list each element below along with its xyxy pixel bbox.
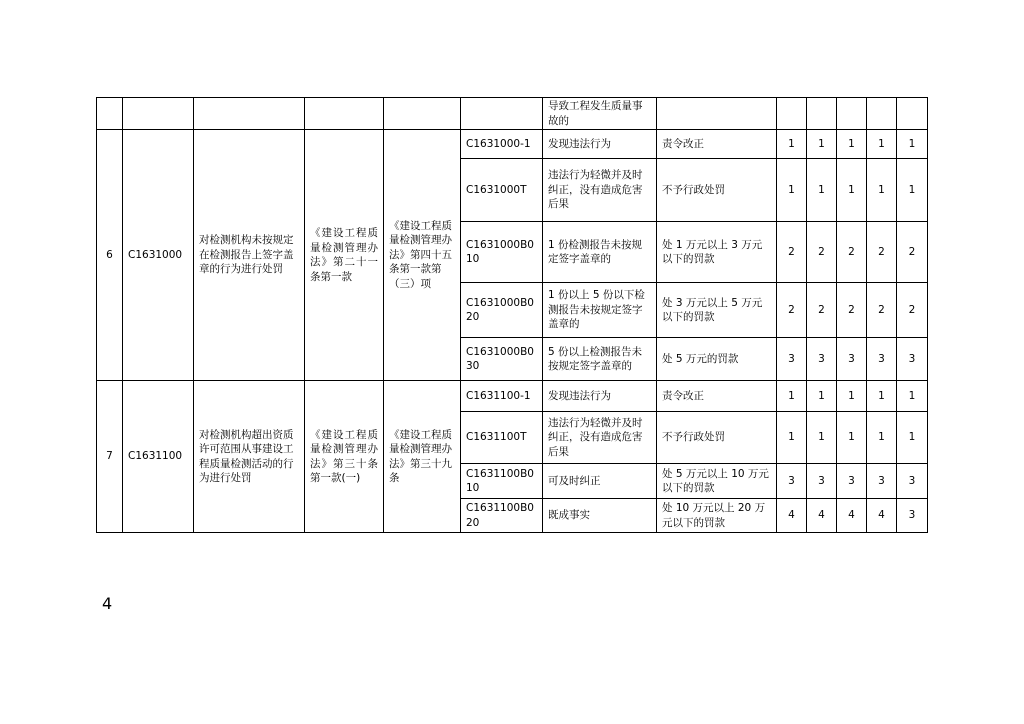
value-cell: 3 — [807, 464, 837, 499]
value-cell: 1 — [897, 130, 928, 159]
value-cell: 3 — [897, 499, 928, 533]
standard-cell: 处 10 万元以上 20 万元以下的罚款 — [657, 499, 777, 533]
value-cell — [837, 98, 867, 130]
value-cell: 1 — [897, 159, 928, 222]
value-cell: 3 — [837, 338, 867, 381]
value-cell: 1 — [867, 159, 897, 222]
situation-cell: 1 份以上 5 份以下检测报告未按规定签字盖章的 — [543, 283, 657, 338]
situation-cell: 5 份以上检测报告未按规定签字盖章的 — [543, 338, 657, 381]
sub-code-cell: C1631000B020 — [461, 283, 543, 338]
sub-code-cell: C1631100B010 — [461, 464, 543, 499]
value-cell: 4 — [837, 499, 867, 533]
sub-code-cell: C1631000B010 — [461, 222, 543, 283]
value-cell: 2 — [897, 283, 928, 338]
basis-cell: 《建设工程质量检测管理办法》第三十条第一款(一) — [305, 381, 384, 533]
situation-cell: 可及时纠正 — [543, 464, 657, 499]
value-cell: 1 — [867, 381, 897, 412]
value-cell: 1 — [867, 412, 897, 464]
situation-cell: 发现违法行为 — [543, 130, 657, 159]
value-cell: 3 — [777, 464, 807, 499]
value-cell: 1 — [807, 381, 837, 412]
value-cell: 1 — [897, 412, 928, 464]
basis-cell — [305, 98, 384, 130]
sub-code-cell: C1631100-1 — [461, 381, 543, 412]
value-cell: 1 — [897, 381, 928, 412]
standard-cell: 责令改正 — [657, 381, 777, 412]
value-cell: 1 — [777, 381, 807, 412]
value-cell — [807, 98, 837, 130]
value-cell: 4 — [807, 499, 837, 533]
standard-cell: 处 3 万元以上 5 万元以下的罚款 — [657, 283, 777, 338]
item-cell: 对检测机构未按规定在检测报告上签字盖章的行为进行处罚 — [194, 130, 305, 381]
value-cell: 3 — [867, 338, 897, 381]
value-cell: 2 — [777, 283, 807, 338]
value-cell — [777, 98, 807, 130]
value-cell: 1 — [807, 412, 837, 464]
sub-code-cell — [461, 98, 543, 130]
table-row — [97, 130, 928, 159]
seq-cell: 7 — [97, 381, 123, 533]
value-cell: 2 — [777, 222, 807, 283]
value-cell: 1 — [777, 130, 807, 159]
continuation-row — [97, 98, 928, 130]
value-cell: 2 — [807, 222, 837, 283]
penalty-standards-table — [96, 97, 928, 533]
situation-cell: 发现违法行为 — [543, 381, 657, 412]
value-cell: 2 — [807, 283, 837, 338]
value-cell — [867, 98, 897, 130]
value-cell: 3 — [897, 464, 928, 499]
value-cell: 3 — [777, 338, 807, 381]
sub-code-cell: C1631100B020 — [461, 499, 543, 533]
value-cell: 4 — [867, 499, 897, 533]
value-cell: 3 — [867, 464, 897, 499]
value-cell: 1 — [777, 159, 807, 222]
value-cell: 2 — [837, 222, 867, 283]
value-cell: 1 — [807, 130, 837, 159]
value-cell: 2 — [897, 222, 928, 283]
value-cell: 2 — [867, 283, 897, 338]
seq-cell — [97, 98, 123, 130]
item-cell — [194, 98, 305, 130]
code-cell: C1631000 — [123, 130, 194, 381]
value-cell: 1 — [807, 159, 837, 222]
code-cell — [123, 98, 194, 130]
basis-cell: 《建设工程质量检测管理办法》第二十一条第一款 — [305, 130, 384, 381]
value-cell: 1 — [837, 130, 867, 159]
standard-cell — [657, 98, 777, 130]
value-cell: 1 — [837, 159, 867, 222]
value-cell: 2 — [837, 283, 867, 338]
page-number: 4 — [102, 594, 113, 613]
value-cell: 2 — [867, 222, 897, 283]
situation-cell: 1 份检测报告未按规定签字盖章的 — [543, 222, 657, 283]
seq-cell: 6 — [97, 130, 123, 381]
value-cell: 3 — [807, 338, 837, 381]
situation-cell: 既成事实 — [543, 499, 657, 533]
sub-code-cell: C1631100T — [461, 412, 543, 464]
code-cell: C1631100 — [123, 381, 194, 533]
standard-cell: 不予行政处罚 — [657, 412, 777, 464]
penalty-basis-cell: 《建设工程质量检测管理办法》第四十五条第一款第（三）项 — [384, 130, 461, 381]
penalty-basis-cell — [384, 98, 461, 130]
item-cell: 对检测机构超出资质许可范围从事建设工程质量检测活动的行为进行处罚 — [194, 381, 305, 533]
value-cell — [897, 98, 928, 130]
penalty-basis-cell: 《建设工程质量检测管理办法》第三十九条 — [384, 381, 461, 533]
value-cell: 1 — [867, 130, 897, 159]
situation-cell: 违法行为轻微并及时纠正，没有造成危害后果 — [543, 412, 657, 464]
value-cell: 4 — [777, 499, 807, 533]
standard-cell: 处 1 万元以上 3 万元以下的罚款 — [657, 222, 777, 283]
standard-cell: 责令改正 — [657, 130, 777, 159]
standard-cell: 不予行政处罚 — [657, 159, 777, 222]
table-row — [97, 381, 928, 412]
sub-code-cell: C1631000B030 — [461, 338, 543, 381]
situation-cell: 违法行为轻微并及时纠正，没有造成危害后果 — [543, 159, 657, 222]
standard-cell: 处 5 万元以上 10 万元以下的罚款 — [657, 464, 777, 499]
value-cell: 3 — [837, 464, 867, 499]
value-cell: 1 — [777, 412, 807, 464]
value-cell: 1 — [837, 381, 867, 412]
value-cell: 1 — [837, 412, 867, 464]
sub-code-cell: C1631000-1 — [461, 130, 543, 159]
situation-cell: 导致工程发生质量事故的 — [543, 98, 657, 130]
value-cell: 3 — [897, 338, 928, 381]
standard-cell: 处 5 万元的罚款 — [657, 338, 777, 381]
sub-code-cell: C1631000T — [461, 159, 543, 222]
